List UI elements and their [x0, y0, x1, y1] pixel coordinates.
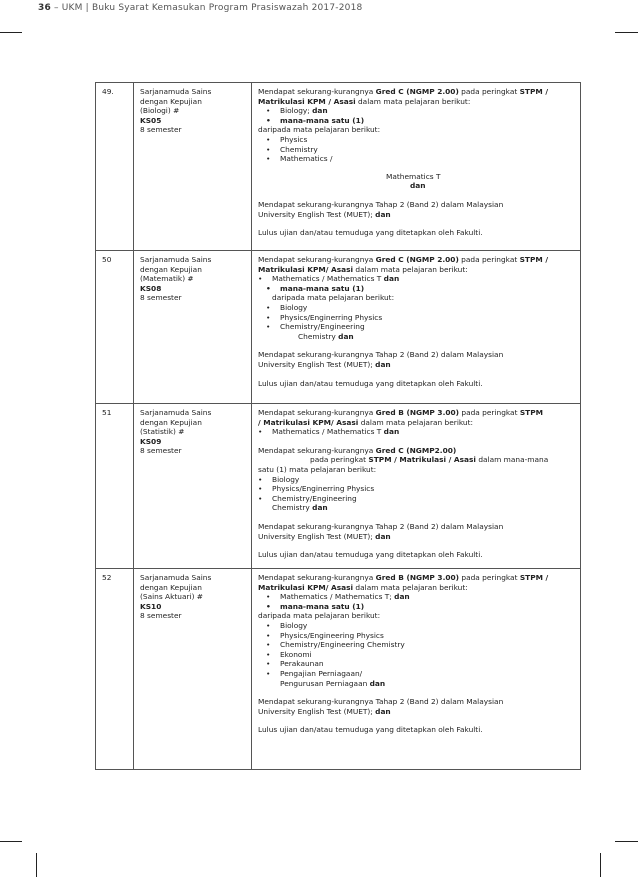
- list-item: • mana-mana satu (1): [280, 116, 577, 126]
- subject-list: [258, 303, 577, 332]
- requirements-cell: [252, 83, 581, 251]
- list-item: • Mathematics / Mathematics T; dan: [280, 592, 577, 602]
- crop-mark: [600, 853, 601, 877]
- program-name: dengan Kepujian: [140, 264, 202, 274]
- list-item: • Biology: [280, 621, 577, 631]
- list-item: • Chemistry/Engineering: [280, 322, 577, 332]
- list-item: • Chemistry/Engineering: [272, 494, 577, 504]
- row-number: 49.: [96, 83, 134, 251]
- program-duration: 8 semester: [140, 611, 182, 621]
- program-name: (Biologi) #: [140, 106, 180, 116]
- list-item: • Biology; dan: [280, 106, 577, 116]
- requirement-text: daripada mata pelajaran berikut:: [272, 293, 395, 303]
- subject-list: [258, 106, 577, 125]
- requirement-text: Chemistry dan: [298, 331, 354, 341]
- program-code: KS05: [140, 115, 162, 125]
- requirements-cell: [252, 251, 581, 404]
- requirement-intro: Mendapat sekurang-kurangnya Gred C (NGMP 2.00) pada peringkat STPM /: [258, 255, 549, 264]
- program-code: KS09: [140, 436, 162, 446]
- list-item: • Physics/Enginerring Physics: [280, 313, 577, 323]
- list-item: • Mathematics / Mathematics T dan: [272, 274, 577, 284]
- requirement-intro: Matrikulasi KPM/ Asasi dalam mata pelajaran berikut:: [258, 264, 468, 274]
- subject-list: [258, 621, 577, 679]
- requirement-text: pada peringkat STPM / Matrikulasi / Asasi dalam mana-mana: [310, 455, 549, 465]
- program-name: Sarjanamuda Sains: [140, 255, 212, 264]
- list-item: • Biology: [280, 303, 577, 313]
- requirement-text: daripada mata pelajaran berikut:: [258, 125, 381, 135]
- subject-list: [258, 427, 577, 437]
- requirement-text: Mathematics T: [386, 171, 441, 181]
- requirement-intro: Matrikulasi KPM/ Asasi dalam mata pelajaran berikut:: [258, 582, 468, 592]
- requirement-text: Chemistry dan: [272, 503, 328, 513]
- requirement-intro: Mendapat sekurang-kurangnya Gred B (NGMP 3.00) pada peringkat STPM: [258, 408, 543, 417]
- muet-text: Mendapat sekurang-kurangnya Tahap 2 (Band 2) dalam Malaysian: [258, 697, 504, 707]
- interview-text: Lulus ujian dan/atau temuduga yang ditetapkan oleh Fakulti.: [258, 550, 483, 560]
- program-name: Sarjanamuda Sains: [140, 573, 212, 582]
- program-name: (Sains Aktuari) #: [140, 592, 204, 602]
- muet-text: University English Test (MUET); dan: [258, 209, 391, 219]
- requirement-text: Pengurusan Perniagaan dan: [280, 678, 386, 688]
- program-name: (Statistik) #: [140, 427, 185, 437]
- list-item: • Biology: [272, 475, 577, 485]
- subject-list: [258, 274, 577, 284]
- program-cell: [134, 404, 252, 569]
- crop-mark: [36, 853, 37, 877]
- list-item: • Ekonomi: [280, 650, 577, 660]
- list-item: • Pengajian Perniagaan/: [280, 669, 577, 679]
- list-item: • Physics/Enginerring Physics: [272, 484, 577, 494]
- requirement-intro: / Matrikulasi KPM/ Asasi dalam mata pelajaran berikut:: [258, 417, 474, 427]
- table-row: [96, 251, 581, 404]
- table-row: [96, 404, 581, 569]
- list-item: • Chemistry/Engineering Chemistry: [280, 640, 577, 650]
- muet-text: University English Test (MUET); dan: [258, 706, 391, 716]
- crop-mark: [615, 841, 638, 842]
- conjunction: dan: [410, 181, 426, 191]
- list-item: • Physics: [280, 135, 577, 145]
- interview-text: Lulus ujian dan/atau temuduga yang ditetapkan oleh Fakulti.: [258, 378, 483, 388]
- table-row: [96, 569, 581, 770]
- program-name: Sarjanamuda Sains: [140, 408, 212, 417]
- program-cell: [134, 83, 252, 251]
- muet-text: Mendapat sekurang-kurangnya Tahap 2 (Band 2) dalam Malaysian: [258, 521, 504, 531]
- row-number: 51: [96, 404, 134, 569]
- program-duration: 8 semester: [140, 293, 182, 303]
- requirements-cell: [252, 569, 581, 770]
- program-name: dengan Kepujian: [140, 417, 202, 427]
- page-number: 36: [38, 3, 51, 13]
- list-item: • Mathematics /: [280, 154, 577, 164]
- muet-text: Mendapat sekurang-kurangnya Tahap 2 (Band 2) dalam Malaysian: [258, 350, 504, 360]
- program-name: (Matematik) #: [140, 274, 194, 284]
- requirement-text: Mendapat sekurang-kurangnya Gred C (NGMP2.00): [258, 445, 457, 455]
- header-title: – UKM | Buku Syarat Kemasukan Program Prasiswazah 2017-2018: [54, 3, 363, 13]
- list-item: • Physics/Engineering Physics: [280, 631, 577, 641]
- table-row: [96, 83, 581, 251]
- program-duration: 8 semester: [140, 125, 182, 135]
- requirement-text: satu (1) mata pelajaran berikut:: [258, 464, 377, 474]
- list-item: • Mathematics / Mathematics T dan: [272, 427, 577, 437]
- requirement-intro: Mendapat sekurang-kurangnya Gred B (NGMP 3.00) pada peringkat STPM /: [258, 573, 549, 582]
- subject-list: [258, 592, 577, 611]
- interview-text: Lulus ujian dan/atau temuduga yang ditetapkan oleh Fakulti.: [258, 228, 483, 238]
- subject-list: [258, 475, 577, 504]
- muet-text: University English Test (MUET); dan: [258, 531, 391, 541]
- subject-list: [258, 284, 577, 294]
- program-code: KS08: [140, 283, 162, 293]
- program-cell: [134, 569, 252, 770]
- program-cell: [134, 251, 252, 404]
- program-name: dengan Kepujian: [140, 96, 202, 106]
- requirement-text: daripada mata pelajaran berikut:: [258, 611, 381, 621]
- page-header: [38, 3, 362, 13]
- requirement-intro: Mendapat sekurang-kurangnya Gred C (NGMP 2.00) pada peringkat STPM /: [258, 87, 549, 96]
- interview-text: Lulus ujian dan/atau temuduga yang ditetapkan oleh Fakulti.: [258, 725, 483, 735]
- row-number: 50: [96, 251, 134, 404]
- crop-mark: [0, 841, 22, 842]
- requirement-intro: Matrikulasi KPM / Asasi dalam mata pelajaran berikut:: [258, 96, 471, 106]
- muet-text: University English Test (MUET); dan: [258, 359, 391, 369]
- crop-mark: [0, 32, 22, 33]
- muet-text: Mendapat sekurang-kurangnya Tahap 2 (Band 2) dalam Malaysian: [258, 199, 504, 209]
- list-item: • Chemistry: [280, 145, 577, 155]
- program-code: KS10: [140, 601, 162, 611]
- requirements-table: [95, 82, 581, 770]
- subject-list: [258, 135, 577, 164]
- program-name: Sarjanamuda Sains: [140, 87, 212, 96]
- crop-mark: [615, 32, 638, 33]
- program-name: dengan Kepujian: [140, 582, 202, 592]
- list-item: • mana-mana satu (1): [280, 284, 577, 294]
- row-number: 52: [96, 569, 134, 770]
- list-item: • mana-mana satu (1): [280, 602, 577, 612]
- program-duration: 8 semester: [140, 446, 182, 456]
- list-item: • Perakaunan: [280, 659, 577, 669]
- requirements-cell: [252, 404, 581, 569]
